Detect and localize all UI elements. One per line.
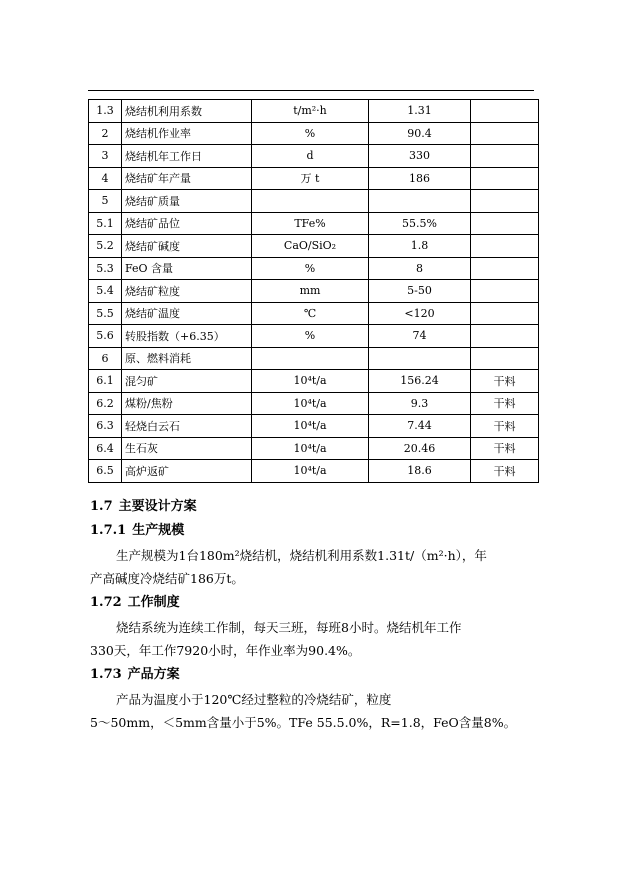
cell-unit: 10⁴t/a [252, 370, 369, 393]
cell-number: 6.5 [89, 460, 122, 483]
table-row [89, 145, 539, 168]
header-rule [88, 90, 534, 91]
cell-note: 干料 [471, 415, 539, 438]
cell-item: 烧结机利用系数 [122, 100, 252, 123]
subsection-number: 1.7.1 [90, 523, 127, 538]
cell-value: 74 [369, 325, 471, 348]
cell-note [471, 325, 539, 348]
paragraph-line: 产品为温度小于120℃经过整粒的冷烧结矿，粒度 [116, 692, 392, 707]
cell-value: 55.5% [369, 212, 471, 235]
subsection-title: 产品方案 [127, 667, 180, 682]
cell-item: 煤粉/焦粉 [122, 392, 252, 415]
cell-note [471, 122, 539, 145]
cell-unit: % [252, 122, 369, 145]
paragraph-line: 5～50mm，＜5mm含量小于5%。TFe 55.5.0%，R=1.8，FeO含量8%。 [90, 715, 517, 730]
cell-item: 烧结机年工作日 [122, 145, 252, 168]
cell-item: 混匀矿 [122, 370, 252, 393]
cell-value: 8 [369, 257, 471, 280]
cell-note: 干料 [471, 437, 539, 460]
table-row [89, 257, 539, 280]
cell-unit: 10⁴t/a [252, 437, 369, 460]
cell-value: 90.4 [369, 122, 471, 145]
cell-value: 1.8 [369, 235, 471, 258]
subsection-heading-scale [90, 522, 538, 540]
cell-item: 轻烧白云石 [122, 415, 252, 438]
cell-number: 5 [89, 190, 122, 213]
cell-value: 20.46 [369, 437, 471, 460]
spec-table-body [89, 100, 539, 483]
cell-value: 186 [369, 167, 471, 190]
cell-number: 5.1 [89, 212, 122, 235]
table-row [89, 212, 539, 235]
cell-unit: 万 t [252, 167, 369, 190]
cell-item: 烧结机作业率 [122, 122, 252, 145]
cell-note: 干料 [471, 392, 539, 415]
subsection-heading-schedule [90, 594, 538, 612]
cell-item: 烧结矿品位 [122, 212, 252, 235]
table-row [89, 347, 539, 370]
cell-note [471, 280, 539, 303]
cell-unit: 10⁴t/a [252, 392, 369, 415]
cell-note [471, 145, 539, 168]
cell-number: 5.5 [89, 302, 122, 325]
cell-note: 干料 [471, 370, 539, 393]
cell-value: 1.31 [369, 100, 471, 123]
cell-item: 高炉返矿 [122, 460, 252, 483]
cell-note [471, 302, 539, 325]
cell-number: 5.3 [89, 257, 122, 280]
cell-unit: ℃ [252, 302, 369, 325]
cell-number: 6.2 [89, 392, 122, 415]
cell-unit [252, 190, 369, 213]
cell-note: 干料 [471, 460, 539, 483]
cell-number: 3 [89, 145, 122, 168]
cell-item: 转股指数（+6.35） [122, 325, 252, 348]
cell-value [369, 347, 471, 370]
cell-unit: % [252, 257, 369, 280]
cell-unit: t/m²·h [252, 100, 369, 123]
cell-note [471, 347, 539, 370]
cell-value: <120 [369, 302, 471, 325]
cell-value: 156.24 [369, 370, 471, 393]
cell-value: 7.44 [369, 415, 471, 438]
cell-note [471, 212, 539, 235]
table-row [89, 325, 539, 348]
cell-number: 2 [89, 122, 122, 145]
cell-value: 330 [369, 145, 471, 168]
design-section [90, 498, 538, 734]
paragraph-line: 生产规模为1台180m²烧结机，烧结机利用系数1.31t/（m²·h），年 [116, 548, 487, 563]
paragraph-line: 产高碱度冷烧结矿186万t。 [90, 571, 244, 586]
cell-value: 18.6 [369, 460, 471, 483]
cell-number: 5.4 [89, 280, 122, 303]
cell-number: 6.4 [89, 437, 122, 460]
cell-item: 原、燃料消耗 [122, 347, 252, 370]
table-row [89, 370, 539, 393]
table-row [89, 460, 539, 483]
table-row [89, 280, 539, 303]
cell-item: 烧结矿温度 [122, 302, 252, 325]
table-row [89, 302, 539, 325]
cell-number: 6.3 [89, 415, 122, 438]
cell-note [471, 167, 539, 190]
paragraph-line: 330天，年工作7920小时，年作业率为90.4%。 [90, 643, 361, 658]
cell-number: 1.3 [89, 100, 122, 123]
spec-table [88, 99, 539, 483]
table-row [89, 437, 539, 460]
table-row [89, 122, 539, 145]
table-row [89, 415, 539, 438]
cell-unit: TFe% [252, 212, 369, 235]
cell-unit: 10⁴t/a [252, 460, 369, 483]
cell-unit: % [252, 325, 369, 348]
section-title: 主要设计方案 [118, 499, 197, 514]
subsection-title: 生产规模 [132, 523, 185, 538]
subsection-title: 工作制度 [127, 595, 180, 610]
cell-unit [252, 347, 369, 370]
cell-note [471, 100, 539, 123]
cell-value: 9.3 [369, 392, 471, 415]
cell-number: 5.6 [89, 325, 122, 348]
cell-item: 烧结矿粒度 [122, 280, 252, 303]
table-row [89, 100, 539, 123]
cell-item: 烧结矿碱度 [122, 235, 252, 258]
cell-item: FeO 含量 [122, 257, 252, 280]
cell-note [471, 190, 539, 213]
cell-value [369, 190, 471, 213]
cell-value: 5-50 [369, 280, 471, 303]
cell-number: 4 [89, 167, 122, 190]
cell-unit: mm [252, 280, 369, 303]
section-heading [90, 498, 538, 516]
section-number: 1.7 [90, 499, 113, 514]
subsection-number: 1.72 [90, 595, 122, 610]
cell-item: 烧结矿质量 [122, 190, 252, 213]
cell-unit: CaO/SiO₂ [252, 235, 369, 258]
cell-number: 5.2 [89, 235, 122, 258]
subsection-heading-product [90, 666, 538, 684]
subsection-number: 1.73 [90, 667, 122, 682]
cell-unit: 10⁴t/a [252, 415, 369, 438]
cell-note [471, 257, 539, 280]
paragraph-line: 烧结系统为连续工作制，每天三班，每班8小时。烧结机年工作 [116, 620, 462, 635]
cell-unit: d [252, 145, 369, 168]
cell-note [471, 235, 539, 258]
table-row [89, 190, 539, 213]
cell-item: 烧结矿年产量 [122, 167, 252, 190]
cell-number: 6 [89, 347, 122, 370]
table-row [89, 235, 539, 258]
table-row [89, 392, 539, 415]
cell-item: 生石灰 [122, 437, 252, 460]
table-row [89, 167, 539, 190]
cell-number: 6.1 [89, 370, 122, 393]
